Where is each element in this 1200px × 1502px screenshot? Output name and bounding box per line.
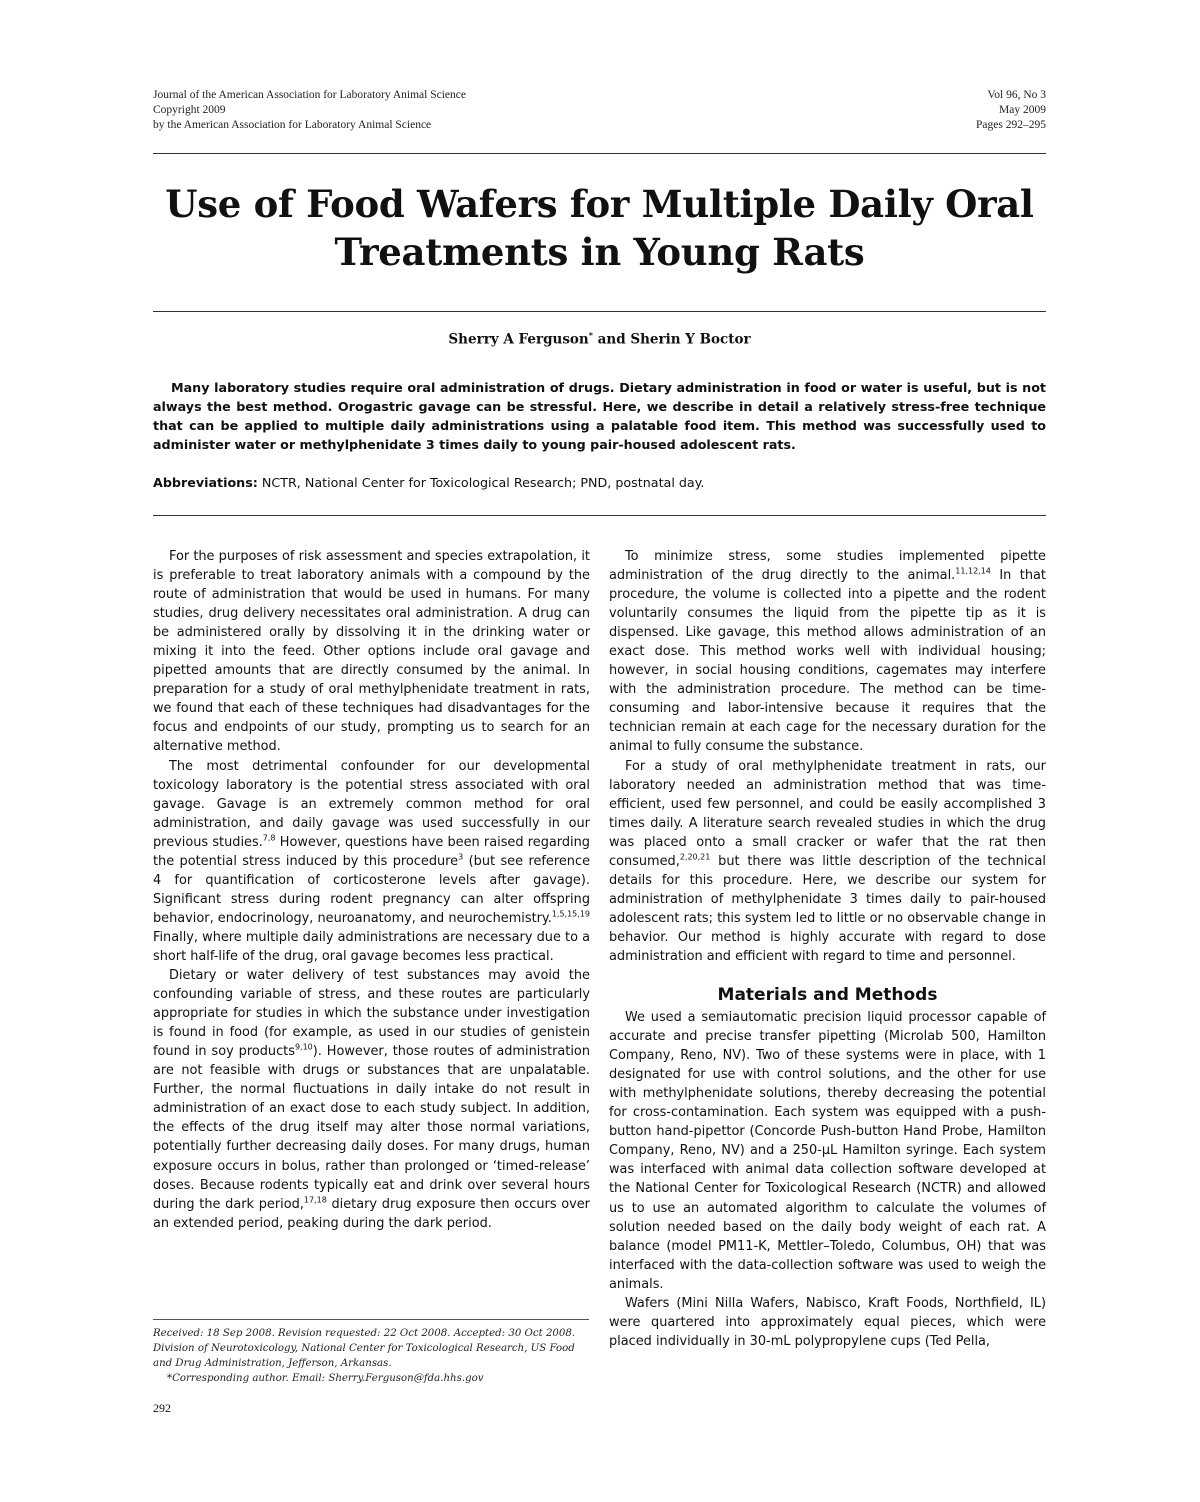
author-rest: and Sherin Y Boctor (592, 331, 751, 348)
citation: 1,5,15,19 (551, 909, 590, 919)
article-title: Use of Food Wafers for Multiple Daily Oral Treatments in Young Rats (165, 182, 1034, 274)
abstract: Many laboratory studies require oral administration of drugs. Dietary administration in food or water is useful, but is not always the best method. Orogastric gavage can be stressful. Here, we describe in detail a relatively stress-free technique that can be applied to multiple daily administrations using a palatable food item. This method was successfully used to administer water or methylphenidate 3 times daily to young pair-housed adolescent rats. (153, 380, 1046, 452)
title-divider (153, 311, 1046, 312)
journal-header (153, 88, 1046, 136)
issue-date: May 2009 (999, 104, 1046, 116)
corresponding-author: *Corresponding author. Email: Sherry.Ferguson@fda.hhs.gov (167, 1373, 484, 1384)
journal-header-left (153, 88, 466, 133)
paragraph: For the purposes of risk assessment and species extrapolation, it is preferable to treat laboratory animals with a compound by the route of administration that would be used in humans. For many studies, drug delivery necessitates oral administration. A drug can be administered orally by dissolving it in the drinking water or mixing it into the feed. Other options include oral gavage and pipetted amounts that are directly consumed by the animal. In preparation for a study of oral methylphenidate treatment in rats, we found that each of these techniques had disadvantages for the focus and endpoints of our study, prompting us to search for an alternative method. (153, 549, 590, 755)
volume-issue: Vol 96, No 3 (987, 89, 1046, 101)
page-range: Pages 292–295 (976, 119, 1046, 131)
abstract-divider (153, 515, 1046, 516)
paragraph: To minimize stress, some studies implemented pipette administration of the drug directly to the animal.$^{11,12,14}$ In that procedure, the volume is collected into a pipette and the rodent voluntarily consumes the liquid from the pipette tip as it is dispensed. Like gavage, this method allows administration of an exact dose. This method works well with individual housing; however, in social housing conditions, cagemates may interfere with the administration procedure. The method can be time-consuming and labor-intensive because it requires that the technician remain at each cage for the necessary duration for the animal to fully consume the substance. (609, 549, 1046, 755)
citation: 3 (458, 852, 464, 862)
paragraph: Wafers (Mini Nilla Wafers, Nabisco, Kraft Foods, Northfield, IL) were quartered into approximately equal pieces, which were placed individually in 30-mL polypropylene cups (Ted Pella, (609, 1295, 1046, 1349)
paragraph: Dietary or water delivery of test substances may avoid the confounding variable of stress, and these routes are particularly appropriate for studies in which the substance under investigation is found in food (for example, as used in our studies of genistein found in soy products$^{9,10}$). However, those routes of administration are not feasible with drugs or substances that are unpalatable. Further, the normal fluctuations in daily intake do not result in administration of an exact dose to each study subject. In addition, the effects of the drug itself may alter those normal variations, potentially further decreasing daily doses. For many drugs, human exposure occurs in bolus, rather than prolonged or ‘timed-release’ doses. Because rodents typically eat and drink over several hours during the dark period,$^{17,18}$ dietary drug exposure then occurs over an extended period, peaking during the dark period. (153, 968, 590, 1231)
corresponding-marker: * (588, 330, 593, 340)
paragraph: The most detrimental confounder for our developmental toxicology laboratory is the potential stress associated with oral gavage. Gavage is an extremely common method for oral administration, and daily gavage was used successfully in our previous studies.$^{7,8}$ However, questions have been raised regarding the potential stress induced by this procedure$^3$ (but see reference 4 for quantification of corticosterone levels after gavage). Significant stress during rodent pregnancy can alter offspring behavior, endocrinology, neuroanatomy, and neurochemistry.$^{1,5,15,19}$ Finally, where multiple daily administrations are necessary due to a short half-life of the drug, oral gavage becomes less practical. (153, 758, 590, 964)
footnote-divider (153, 1319, 589, 1320)
affiliation: Division of Neurotoxicology, National Center for Toxicological Research, US Food and Drug Administration, Jefferson, Arkansas. (153, 1343, 575, 1369)
citation: 7,8 (262, 833, 276, 843)
journal-header-right (976, 88, 1046, 133)
author-first: Sherry A Ferguson (448, 331, 589, 348)
left-column (153, 547, 590, 1233)
citation: 2,20,21 (679, 852, 711, 862)
page-number: 292 (153, 1401, 171, 1415)
right-column (609, 547, 1046, 1351)
received-dates: Received: 18 Sep 2008. Revision requested: 22 Oct 2008. Accepted: 30 Oct 2008. (153, 1328, 576, 1339)
header-divider (153, 153, 1046, 154)
abbreviations-label: Abbreviations: (153, 475, 258, 490)
copyright-line: Copyright 2009 (153, 104, 226, 116)
section-heading: Materials and Methods (717, 985, 938, 1006)
footnote (153, 1326, 590, 1386)
paragraph: We used a semiautomatic precision liquid processor capable of accurate and precise transfer pipetting (Microlab 500, Hamilton Company, Reno, NV). Two of these systems were in place, with 1 designated for use with control solutions, and the other for use with methylphenidate solutions, thereby decreasing the potential for cross-contamination. Each system was equipped with a push-button hand-pipettor (Concorde Push-button Hand Probe, Hamilton Company, Reno, NV) and a 250-μL Hamilton syringe. Each system was interfaced with animal data collection software developed at the National Center for Toxicological Research (NCTR) and allowed us to use an automated algorithm to calculate the volumes of solution needed based on the daily body weight of each rat. A balance (model PM11-K, Mettler–Toledo, Columbus, OH) that was interfaced with the data-collection software was used to weigh the animals. (609, 1010, 1046, 1292)
journal-name: Journal of the American Association for Laboratory Animal Science (153, 89, 466, 101)
paragraph: For a study of oral methylphenidate treatment in rats, our laboratory needed an administration method that was time-efficient, used few personnel, and could be easily accomplished 3 times daily. A literature search revealed studies in which the drug was placed onto a small cracker or wafer that the rat then consumed,$^{2,20,21}$ but there was little description of the technical details for this procedure. Here, we describe our system for administration of methylphenidate 3 times daily to pair-housed adolescent rats; this system led to little or no observable change in behavior. Our method is highly accurate with regard to dose administration and efficient with regard to time and personnel. (609, 758, 1046, 964)
publisher-line: by the American Association for Laboratory Animal Science (153, 119, 432, 131)
citation: 9,10 (294, 1042, 313, 1052)
abbreviations (153, 473, 1046, 492)
citation: 17,18 (303, 1195, 327, 1205)
abbreviations-text: NCTR, National Center for Toxicological Research; PND, postnatal day. (257, 475, 705, 490)
author-line (153, 326, 1046, 349)
citation: 11,12,14 (955, 566, 991, 576)
